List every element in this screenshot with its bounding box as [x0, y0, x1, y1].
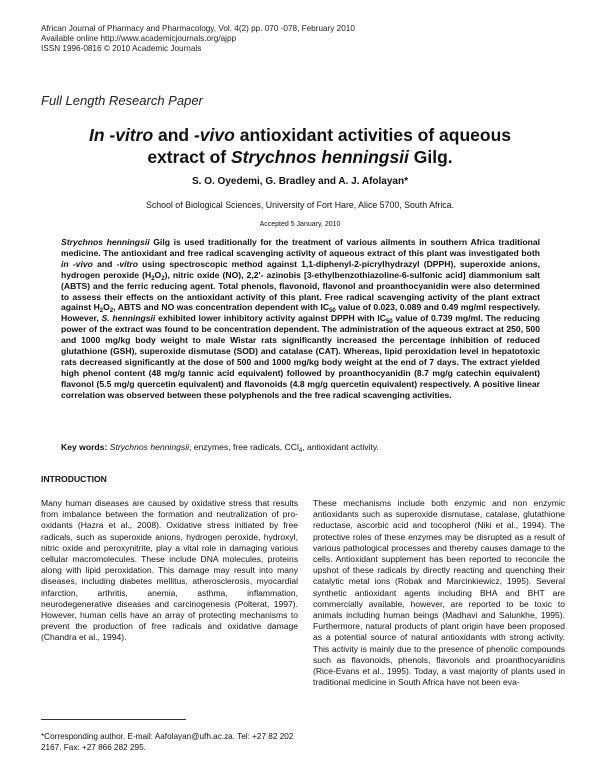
title-text: Gilg. [408, 147, 453, 167]
abstract [61, 237, 540, 401]
author-list: S. O. Oyedemi, G. Bradley and A. J. Afolayan* [192, 176, 408, 187]
subscript: 2 [99, 308, 104, 315]
keywords-species: Strychnos henningsii [107, 442, 190, 452]
footnote-corresponding-author: *Corresponding author. E-mail: Aafolayan@ufh.ac.za. Tel: +27 82 202 2167. Fax: +27 866 282 295. [41, 732, 294, 752]
subscript: 4 [298, 448, 303, 454]
abstract-species: Strychnos henningsii [61, 237, 150, 247]
title-italic-invivo: -vivo [193, 125, 235, 145]
keywords-text: , antioxidant activity. [302, 442, 379, 452]
article-type: Full Length Research Paper [41, 93, 203, 108]
title-text: and [153, 125, 194, 145]
abstract-text: exhibited lower inhibitory activity against DPPH with IC [155, 313, 386, 324]
title-text: extract of [147, 147, 231, 167]
abstract-text: value of 0.023, 0.089 and 0.49 mg/ml respectively. However, [61, 302, 540, 324]
intro-column-right: These mechanisms include both enzymic and non enzymic antioxidants such as superoxide dismutase, catalase, glutathione reductase, ascorbic acid and tocopherol (Niki et al., 1994). The protective roles of these enzymes may be disrupted as a result of various pathological processes and thereby causes damage to the cells. Antioxidant supplement has been reported to reconcile the upshot of these radicals by directly reacting and quenching their catalytic metal ions (Robak and Marcinkiewicz, 1995). Several synthetic antioxidant agents including BHA and BHT are commercially available, however, are reported to be toxic to animals including human beings (Madhavi and Salunkhe, 1995). Furthermore, natural products of plant origin have been proposed as a potential source of natural antioxidants with strong activity. This activity is mainly due to the presence of phenolic compounds such as flavonoids, phenols, flavonols and proanthocyanidins (Rice-Evans et al., 1995). Today, a vast majority of plants used in traditional medicine in South Africa have not been eva- [313, 498, 565, 688]
keywords-text: , enzymes, free radicals, CCl [189, 442, 299, 452]
abstract-italic: in -vivo [61, 258, 93, 269]
subscript: 2 [151, 275, 155, 282]
abstract-text: Gilg is used traditionally for the treatment of various ailments in southern Africa traditional medicine. The antioxidant and free radical scavenging activity of aqueous extract of this plant was investigated both [61, 237, 540, 258]
title-italic-invitro: In -vitro [88, 125, 154, 145]
abstract-text: O [103, 302, 110, 313]
keywords [61, 442, 540, 452]
subscript: 2 [109, 308, 114, 315]
keywords-label: Key words: [61, 442, 108, 452]
subscript: 50 [385, 319, 393, 326]
journal-citation: African Journal of Pharmacy and Pharmacology, Vol. 4(2) pp. 070 -078, February 2010 [41, 24, 355, 33]
abstract-text: value of 0.739 mg/ml. The reducing power of the extract was found to be concentration dependent. The administration of the aqueous extract at 250, 500 and 1000 mg/kg body weight to male Wistar rats significantly increased the percentage inhibition of reduced glutathione (GSH), superoxide dismutase (SOD) and catalase (CAT). Whereas, lipid peroxidation level in hepatotoxic rats decreased significantly at the dose of 500 and 1000 mg/kg body weight at the end of 7 days. The extract yielded high phenol content (48 mg/g tannic acid equivalent) followed by proanthocyanidin (8.7 mg/g catechin equivalent) flavonol (5.5 mg/g quercetin equivalent) and flavonoids (4.8 mg/g quercetin equivalent) respectively. A positive linear correlation was observed between these polyphenols and the free radical scavenging activities. [61, 313, 540, 400]
affiliation: School of Biological Sciences, University of Fort Hare, Alice 5700, South Africa. [145, 200, 455, 210]
section-heading-introduction: INTRODUCTION [41, 474, 107, 484]
footnote-divider [41, 719, 186, 720]
abstract-text: ), nitric oxide (NO), 2,2'- azinobis [3-ethylbenzothiazoline-6-sulfonic acid] diammonium salt (ABTS) and the ferric reducing agent. Total phenols, flavonoid, flavonol and proanthocyanidin were also determined to assess their effects on the antioxidant activity of this plant. Free radical scavenging activity of the plant extract against H [61, 269, 541, 313]
journal-online-url[interactable]: Available online http://www.academicjournals.org/ajpp [41, 34, 237, 43]
subscript: 50 [329, 308, 336, 315]
title-text: antioxidant activities of aqueous [234, 125, 512, 145]
abstract-text: O [154, 269, 162, 280]
abstract-italic: -vitro [116, 258, 138, 269]
abstract-text: and [92, 258, 117, 269]
title-species: Strychnos henningsii [230, 147, 409, 167]
intro-column-left: Many human diseases are caused by oxidative stress that results from imbalance between the formation and neutralization of pro-oxidants (Hazra et al., 2008). Oxidative stress initiated by free radicals, such as superoxide anions, hydrogen peroxide, hydroxyl, nitric oxide and peroxynitrite, play a vital role in damaging various cellular macromolecules. These include DNA molecules, proteins along with lipid peroxidation. This damage may result into many diseases, including diabetes mellitus, atherosclerosis, myocardial infarction, arthritis, anemia, asthma, inflammation, neurodegenerative diseases and carcinogenesis (Polterat, 1997). However, human cells have an array of protecting mechanisms to prevent the production of free radicals and oxidative damage (Chandra et al., 1994). [41, 498, 298, 643]
abstract-species: S. henningsii [101, 313, 156, 324]
abstract-text: using spectroscopic method against 1,1-diphenyl-2-picrylhydrazyl (DPPH), superoxide anions, hydrogen peroxide (H [61, 258, 540, 280]
subscript: 2 [161, 275, 165, 282]
abstract-text: , ABTS and NO was concentration dependent with IC [113, 302, 330, 313]
paper-title [0, 124, 600, 168]
journal-header [41, 24, 355, 54]
accepted-date: Accepted 5 January, 2010 [259, 221, 341, 228]
journal-issn: ISSN 1996-0816 © 2010 Academic Journals [41, 44, 202, 53]
